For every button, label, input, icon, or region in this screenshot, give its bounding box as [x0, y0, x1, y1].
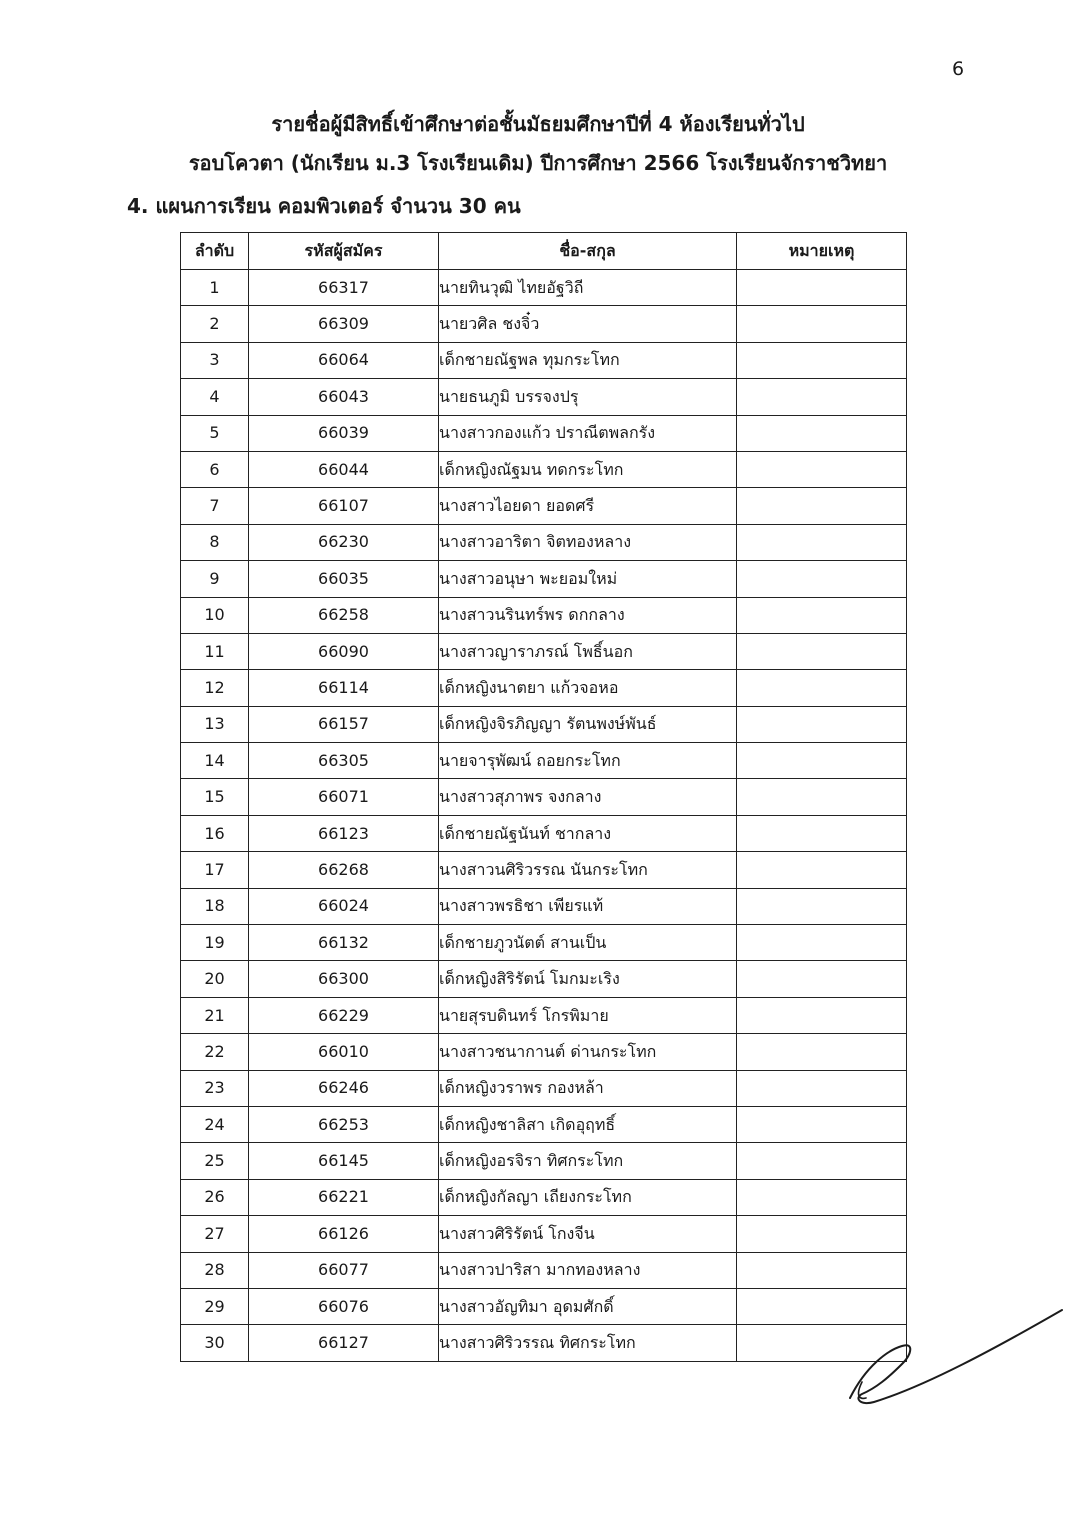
- row-applicant-id: 66246: [249, 1070, 439, 1106]
- row-order: 11: [181, 633, 249, 669]
- row-full-name: เด็กหญิงกัลญา เถียงกระโทก: [439, 1179, 737, 1215]
- row-remark: [737, 961, 907, 997]
- row-applicant-id: 66221: [249, 1179, 439, 1215]
- row-order: 16: [181, 815, 249, 851]
- row-full-name: นางสาวศิริรัตน์ โกงจีน: [439, 1216, 737, 1252]
- row-order: 1: [181, 270, 249, 306]
- row-order: 29: [181, 1288, 249, 1324]
- row-full-name: นางสาวนศิริวรรณ นันกระโทก: [439, 852, 737, 888]
- table-row: [181, 1216, 907, 1252]
- row-applicant-id: 66309: [249, 306, 439, 342]
- row-applicant-id: 66077: [249, 1252, 439, 1288]
- row-applicant-id: 66230: [249, 524, 439, 560]
- row-applicant-id: 66229: [249, 997, 439, 1033]
- row-order: 14: [181, 743, 249, 779]
- table-body: [181, 270, 907, 1362]
- row-applicant-id: 66145: [249, 1143, 439, 1179]
- row-applicant-id: 66039: [249, 415, 439, 451]
- table-row: [181, 1034, 907, 1070]
- table-row: [181, 633, 907, 669]
- row-applicant-id: 66126: [249, 1216, 439, 1252]
- row-order: 5: [181, 415, 249, 451]
- row-order: 15: [181, 779, 249, 815]
- row-order: 12: [181, 670, 249, 706]
- row-order: 27: [181, 1216, 249, 1252]
- row-remark: [737, 706, 907, 742]
- row-order: 22: [181, 1034, 249, 1070]
- row-order: 4: [181, 379, 249, 415]
- row-applicant-id: 66024: [249, 888, 439, 924]
- row-remark: [737, 488, 907, 524]
- row-applicant-id: 66127: [249, 1325, 439, 1361]
- row-order: 21: [181, 997, 249, 1033]
- row-full-name: นายธนภูมิ บรรจงปรุ: [439, 379, 737, 415]
- row-applicant-id: 66132: [249, 925, 439, 961]
- row-full-name: เด็กชายณัฐพล ทุมกระโทก: [439, 342, 737, 378]
- row-full-name: นางสาวอนุษา พะยอมใหม่: [439, 561, 737, 597]
- table-row: [181, 997, 907, 1033]
- row-order: 17: [181, 852, 249, 888]
- table-row: [181, 306, 907, 342]
- row-order: 6: [181, 451, 249, 487]
- row-full-name: นางสาวพรธิชา เพียรแท้: [439, 888, 737, 924]
- table-row: [181, 706, 907, 742]
- table-row: [181, 1252, 907, 1288]
- table-row: [181, 961, 907, 997]
- table-row: [181, 415, 907, 451]
- row-full-name: เด็กหญิงวราพร กองหล้า: [439, 1070, 737, 1106]
- page-number: 6: [952, 58, 965, 80]
- table-row: [181, 743, 907, 779]
- header-applicant-id: รหัสผู้สมัคร: [249, 233, 439, 270]
- row-applicant-id: 66268: [249, 852, 439, 888]
- row-applicant-id: 66114: [249, 670, 439, 706]
- student-roster-table: [180, 232, 907, 1362]
- table-row: [181, 597, 907, 633]
- row-remark: [737, 925, 907, 961]
- row-applicant-id: 66123: [249, 815, 439, 851]
- row-order: 19: [181, 925, 249, 961]
- row-applicant-id: 66035: [249, 561, 439, 597]
- row-applicant-id: 66107: [249, 488, 439, 524]
- row-order: 18: [181, 888, 249, 924]
- row-full-name: เด็กหญิงณัฐมน ทดกระโทก: [439, 451, 737, 487]
- row-applicant-id: 66317: [249, 270, 439, 306]
- table-row: [181, 852, 907, 888]
- table-row: [181, 1070, 907, 1106]
- row-remark: [737, 270, 907, 306]
- table-row: [181, 270, 907, 306]
- header-full-name: ชื่อ-สกุล: [439, 233, 737, 270]
- row-order: 3: [181, 342, 249, 378]
- row-order: 7: [181, 488, 249, 524]
- table-header-row: [181, 233, 907, 270]
- row-order: 24: [181, 1106, 249, 1142]
- row-full-name: นายจารุพัฒน์ ถอยกระโทก: [439, 743, 737, 779]
- row-applicant-id: 66258: [249, 597, 439, 633]
- row-order: 8: [181, 524, 249, 560]
- row-applicant-id: 66253: [249, 1106, 439, 1142]
- row-remark: [737, 524, 907, 560]
- table-row: [181, 524, 907, 560]
- row-remark: [737, 451, 907, 487]
- row-remark: [737, 1216, 907, 1252]
- row-full-name: นางสาวอัญทิมา อุดมศักดิ์: [439, 1288, 737, 1324]
- row-order: 28: [181, 1252, 249, 1288]
- row-full-name: นางสาวอาริตา จิตทองหลาง: [439, 524, 737, 560]
- row-full-name: เด็กหญิงนาตยา แก้วจอหอ: [439, 670, 737, 706]
- table-row: [181, 815, 907, 851]
- row-full-name: นางสาวนรินทร์พร ดกกลาง: [439, 597, 737, 633]
- row-full-name: นางสาวศิริวรรณ ทิศกระโทก: [439, 1325, 737, 1361]
- row-full-name: นายสุรบดินทร์ โกรพิมาย: [439, 997, 737, 1033]
- row-order: 10: [181, 597, 249, 633]
- row-full-name: เด็กหญิงอรจิรา ทิศกระโทก: [439, 1143, 737, 1179]
- signature: [836, 1306, 1072, 1414]
- table-row: [181, 451, 907, 487]
- row-remark: [737, 888, 907, 924]
- table-row: [181, 1325, 907, 1361]
- table-row: [181, 670, 907, 706]
- table-row: [181, 342, 907, 378]
- header-remark: หมายเหตุ: [737, 233, 907, 270]
- row-full-name: เด็กหญิงจิรภิญญา รัตนพงษ์พันธ์: [439, 706, 737, 742]
- table-row: [181, 925, 907, 961]
- row-remark: [737, 415, 907, 451]
- row-applicant-id: 66044: [249, 451, 439, 487]
- row-applicant-id: 66157: [249, 706, 439, 742]
- row-full-name: นางสาวญาราภรณ์ โพธิ์นอก: [439, 633, 737, 669]
- row-full-name: เด็กหญิงชาลิสา เกิดอุฤทธิ์: [439, 1106, 737, 1142]
- table-row: [181, 1288, 907, 1324]
- row-order: 25: [181, 1143, 249, 1179]
- row-remark: [737, 779, 907, 815]
- row-remark: [737, 997, 907, 1033]
- row-full-name: เด็กชายภูวนัตต์ สานเป็น: [439, 925, 737, 961]
- row-applicant-id: 66010: [249, 1034, 439, 1070]
- table-row: [181, 379, 907, 415]
- row-remark: [737, 561, 907, 597]
- table-row: [181, 561, 907, 597]
- row-full-name: นายวศิล ชงจิ๋ว: [439, 306, 737, 342]
- row-remark: [737, 1179, 907, 1215]
- row-remark: [737, 1252, 907, 1288]
- table-row: [181, 779, 907, 815]
- row-order: 2: [181, 306, 249, 342]
- row-remark: [737, 597, 907, 633]
- row-applicant-id: 66305: [249, 743, 439, 779]
- row-applicant-id: 66076: [249, 1288, 439, 1324]
- row-full-name: นางสาวปาริสา มากทองหลาง: [439, 1252, 737, 1288]
- row-remark: [737, 633, 907, 669]
- row-remark: [737, 306, 907, 342]
- row-applicant-id: 66071: [249, 779, 439, 815]
- document-subtitle: รอบโควตา (นักเรียน ม.3 โรงเรียนเดิม) ปีการศึกษา 2566 โรงเรียนจักราชวิทยา: [188, 151, 888, 175]
- row-remark: [737, 379, 907, 415]
- row-full-name: นางสาวกองแก้ว ปราณีตพลกรัง: [439, 415, 737, 451]
- row-full-name: นางสาวสุภาพร จงกลาง: [439, 779, 737, 815]
- row-applicant-id: 66300: [249, 961, 439, 997]
- row-applicant-id: 66090: [249, 633, 439, 669]
- row-order: 20: [181, 961, 249, 997]
- row-remark: [737, 743, 907, 779]
- row-full-name: นางสาวไอยดา ยอดศรี: [439, 488, 737, 524]
- table-row: [181, 1106, 907, 1142]
- row-order: 9: [181, 561, 249, 597]
- row-remark: [737, 852, 907, 888]
- header-order: ลำดับ: [181, 233, 249, 270]
- row-order: 30: [181, 1325, 249, 1361]
- row-full-name: เด็กชายณัฐนันท์ ชากลาง: [439, 815, 737, 851]
- row-remark: [737, 1106, 907, 1142]
- row-full-name: เด็กหญิงสิริรัตน์ โมกมะเริง: [439, 961, 737, 997]
- table-row: [181, 488, 907, 524]
- row-remark: [737, 342, 907, 378]
- row-applicant-id: 66064: [249, 342, 439, 378]
- row-remark: [737, 1070, 907, 1106]
- row-applicant-id: 66043: [249, 379, 439, 415]
- row-order: 13: [181, 706, 249, 742]
- row-remark: [737, 815, 907, 851]
- row-remark: [737, 1143, 907, 1179]
- section-heading: 4. แผนการเรียน คอมพิวเตอร์ จำนวน 30 คน: [127, 194, 521, 218]
- row-remark: [737, 670, 907, 706]
- document-title: รายชื่อผู้มีสิทธิ์เข้าศึกษาต่อชั้นมัธยมศึกษาปีที่ 4 ห้องเรียนทั่วไป: [271, 112, 805, 136]
- row-full-name: นางสาวชนากานต์ ด่านกระโทก: [439, 1034, 737, 1070]
- table-row: [181, 888, 907, 924]
- row-remark: [737, 1034, 907, 1070]
- row-full-name: นายทินวุฒิ ไทยอัฐวิถี: [439, 270, 737, 306]
- row-order: 23: [181, 1070, 249, 1106]
- table-row: [181, 1143, 907, 1179]
- table-row: [181, 1179, 907, 1215]
- row-order: 26: [181, 1179, 249, 1215]
